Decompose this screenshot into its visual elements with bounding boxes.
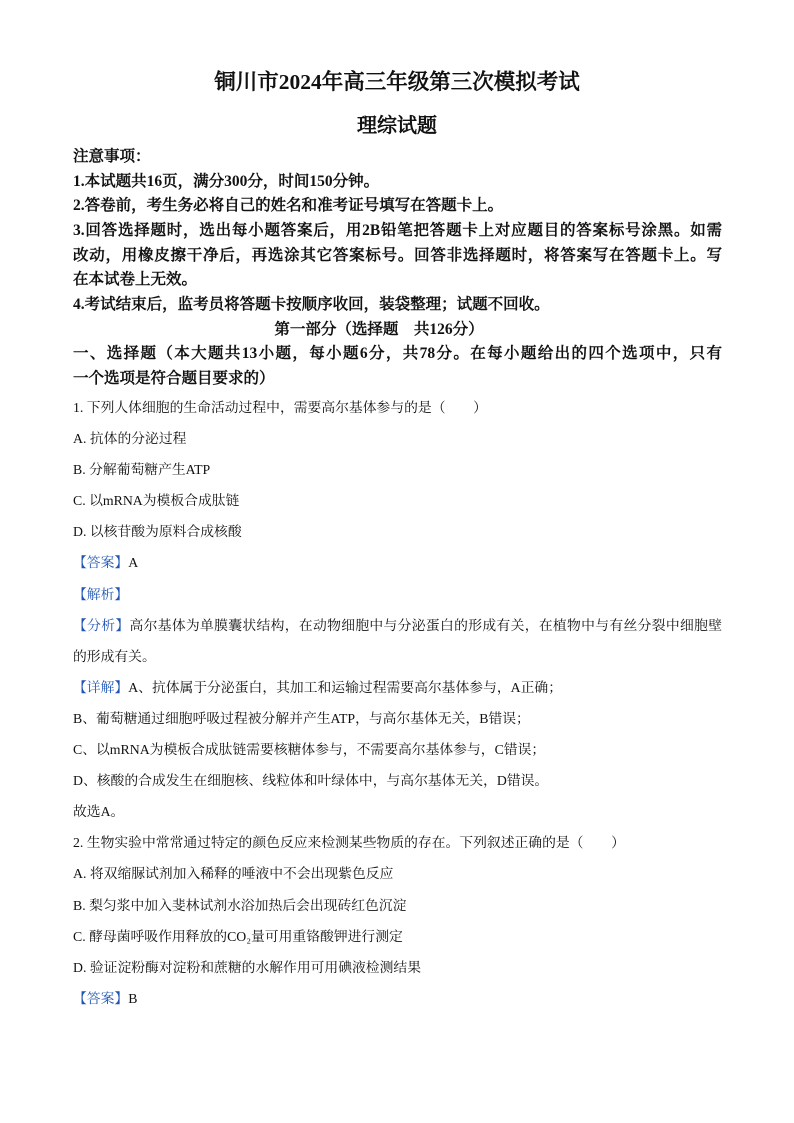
document-title: 铜川市2024年高三年级第三次模拟考试: [214, 70, 580, 94]
question-1-detail-c: C、以mRNA为模板合成肽链需要核糖体参与，不需要高尔基体参与，C错误；: [73, 742, 546, 758]
fenxi-tag: 【分析】: [73, 617, 130, 633]
question-1-detail-d: D、核酸的合成发生在细胞核、线粒体和叶绿体中，与高尔基体无关，D错误。: [73, 773, 549, 789]
detail-tag: 【详解】: [73, 679, 129, 695]
section-heading-line-1: 一、选择题（本大题共13小题，每小题6分，共78分。在每小题给出的四个选项中，只有: [73, 345, 722, 363]
question-1-option-c: C. 以mRNA为模板合成肽链: [73, 493, 240, 509]
question-1-stem: 1. 下列人体细胞的生命活动过程中，需要高尔基体参与的是（ ）: [73, 400, 487, 415]
section-heading-line-2: 一个选项是符合题目要求的）: [73, 370, 275, 388]
question-1-fenxi-line-1: [73, 610, 722, 641]
question-1-option-a: A. 抗体的分泌过程: [73, 431, 187, 447]
answer-value: A: [128, 555, 139, 571]
analysis-tag: 【解析】: [73, 586, 129, 602]
question-1-analysis: [73, 579, 722, 610]
note-item-4: 4.考试结束后，监考员将答题卡按顺序收回，装袋整理；试题不回收。: [73, 296, 550, 314]
fenxi-text: 高尔基体为单膜囊状结构，在动物细胞中与分泌蛋白的形成有关，在植物中与有丝分裂中细胞壁: [129, 617, 723, 633]
note-item-1: 1.本试题共16页，满分300分，时间150分钟。: [73, 172, 380, 190]
note-item-3-line-2: 改动，用橡皮擦干净后，再选涂其它答案标号。回答非选择题时，将答案写在答题卡上。写: [73, 246, 722, 264]
detail-text: A、抗体属于分泌蛋白，其加工和运输过程需要高尔基体参与，A正确；: [128, 679, 563, 695]
question-2-answer: [73, 983, 722, 1014]
note-item-3-line-1: 3.回答选择题时，选出每小题答案后，用2B铅笔把答题卡上对应题目的答案标号涂黑。如需: [73, 222, 722, 240]
question-2-option-b: B. 梨匀浆中加入斐林试剂水浴加热后会出现砖红色沉淀: [73, 897, 407, 913]
question-1-answer: [73, 547, 722, 578]
document-subtitle: 理综试题: [357, 115, 437, 137]
note-item-2: 2.答卷前，考生务必将自己的姓名和准考证号填写在答题卡上。: [73, 197, 504, 215]
question-1-option-d: D. 以核苷酸为原料合成核酸: [73, 524, 242, 540]
part-heading: 第一部分（选择题 共126分）: [274, 320, 484, 338]
question-1-fenxi-line-2: 的形成有关。: [73, 648, 156, 664]
question-2-option-c: C. 酵母菌呼吸作用释放的CO₂量可用重铬酸钾进行测定: [73, 928, 403, 944]
answer-tag: 【答案】: [73, 990, 129, 1006]
note-item-3-line-3: 在本试卷上无效。: [73, 271, 198, 289]
question-1-option-b: B. 分解葡萄糖产生ATP: [73, 462, 211, 478]
question-2-option-a: A. 将双缩脲试剂加入稀释的唾液中不会出现紫色反应: [73, 866, 394, 882]
notes-heading: 注意事项：: [73, 148, 151, 165]
question-2-option-d: D. 验证淀粉酶对淀粉和蔗糖的水解作用可用碘液检测结果: [73, 959, 421, 975]
notes-section: [73, 145, 722, 392]
answer-value: B: [128, 990, 138, 1006]
question-1-detail-b: B、葡萄糖通过细胞呼吸过程被分解并产生ATP，与高尔基体无关，B错误；: [73, 710, 530, 726]
question-1-detail-a: [73, 672, 722, 703]
question-1-conclusion: 故选A。: [73, 804, 125, 820]
questions-section: [73, 392, 722, 1014]
question-2-stem: 2. 生物实验中常常通过特定的颜色反应来检测某些物质的存在。下列叙述正确的是（ ）: [73, 835, 625, 851]
answer-tag: 【答案】: [73, 555, 129, 571]
